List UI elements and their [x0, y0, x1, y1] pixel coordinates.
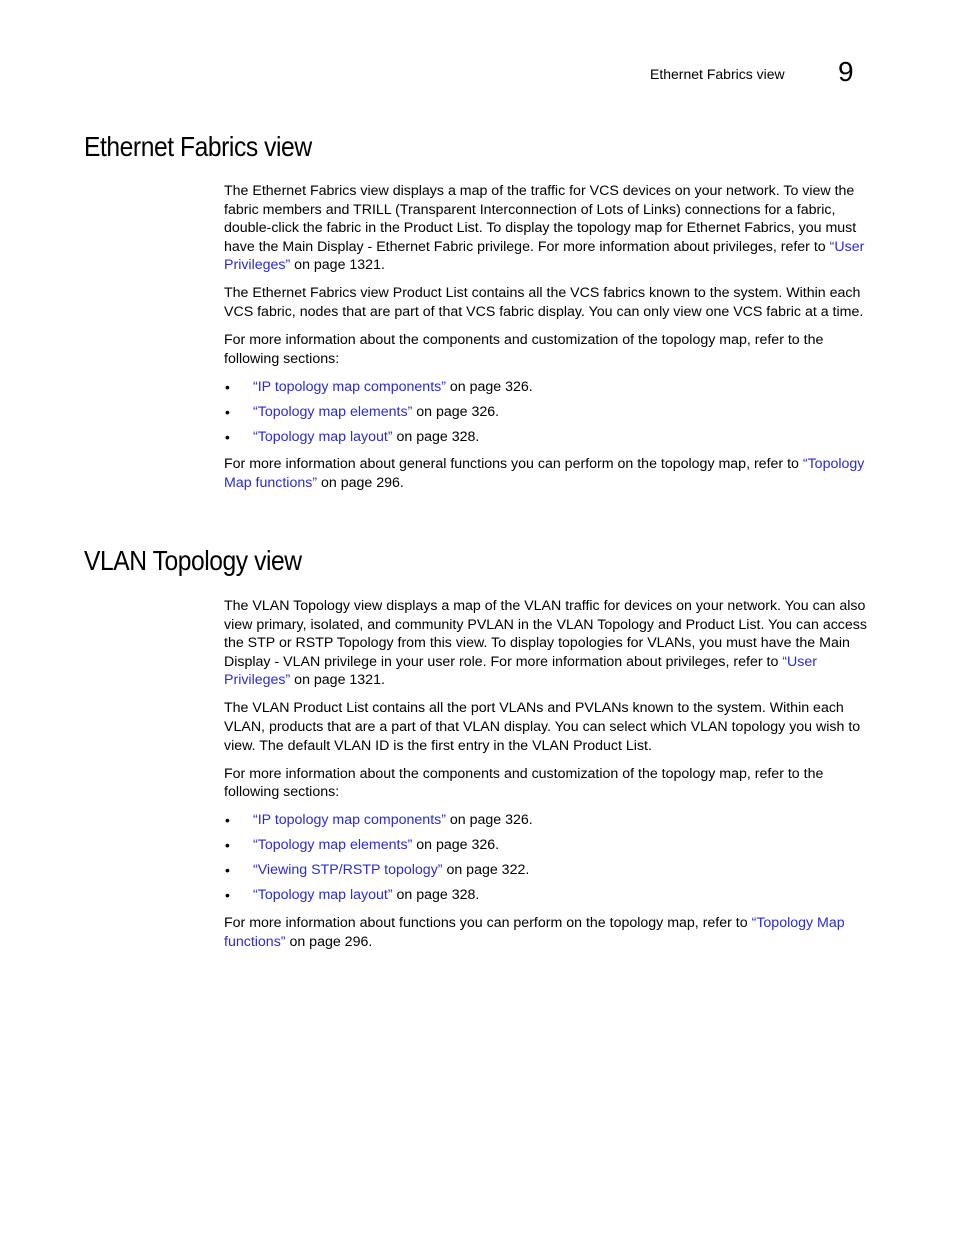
page-reference: on page 326.: [445, 812, 533, 829]
section-heading-ethernet-fabrics: Ethernet Fabrics view: [84, 131, 312, 162]
list-item: [224, 811, 869, 830]
section-body-vlan-topology: [224, 597, 869, 961]
link-topology-map-layout[interactable]: “Topology map layout”: [253, 428, 393, 445]
link-topology-map-elements[interactable]: “Topology map elements”: [253, 403, 413, 420]
bullet-list: [224, 811, 869, 905]
paragraph: [224, 914, 869, 951]
running-header: [0, 56, 954, 92]
paragraph-text: For more information about functions you can perform on the topology map, refer to: [224, 914, 748, 931]
page-reference: on page 326.: [412, 837, 500, 854]
paragraph: For more information about the components and customization of the topology map, refer to the following sections:: [224, 765, 824, 801]
link-topology-map-functions[interactable]: “Topology Map functions”: [224, 456, 865, 491]
link-viewing-stp-rstp-topology[interactable]: “Viewing STP/RSTP topology”: [253, 862, 443, 879]
paragraph-text: The Ethernet Fabrics view displays a map of the traffic for VCS devices on your network. To view the fabric members and TRILL (Transparent Interconnection of Lots of Links) connections for a fabric, double-click the fabric in the Product List. To display the topology map for Ethernet Fabrics, you must have the Main Display - Ethernet Fabric privilege. For more information about privileges, refer to: [224, 183, 857, 255]
bullet-icon: •: [225, 378, 230, 395]
paragraph: The Ethernet Fabrics view Product List contains all the VCS fabrics known to the system. Within each VCS fabric, nodes that are part of that VCS fabric display. You can only view one VCS fabric at a time.: [224, 285, 864, 321]
list-item: [224, 378, 869, 397]
page-reference: on page 326.: [412, 403, 500, 420]
paragraph: [224, 182, 869, 275]
page-reference: on page 296.: [285, 933, 373, 950]
section-heading-vlan-topology: VLAN Topology view: [84, 545, 302, 576]
paragraph: For more information about the components and customization of the topology map, refer to the following sections:: [224, 332, 824, 367]
page-reference: on page 322.: [442, 862, 530, 879]
link-user-privileges[interactable]: “User Privileges”: [224, 653, 817, 689]
list-item: [224, 403, 869, 422]
bullet-list: [224, 378, 869, 447]
page-reference: on page 328.: [392, 887, 480, 904]
list-item: [224, 428, 869, 447]
page-reference: on page 296.: [317, 475, 404, 491]
bullet-icon: •: [225, 887, 230, 904]
running-header-title: Ethernet Fabrics view: [650, 66, 785, 82]
link-user-privileges[interactable]: “User Privileges”: [224, 238, 865, 274]
chapter-number: 9: [838, 56, 854, 87]
bullet-icon: •: [225, 428, 230, 445]
link-topology-map-layout[interactable]: “Topology map layout”: [253, 887, 393, 904]
link-ip-topology-map-components[interactable]: “IP topology map components”: [253, 378, 446, 395]
paragraph: The VLAN Product List contains all the port VLANs and PVLANs known to the system. Within each VLAN, products that are a part of that VLAN display. You can select which VLAN topology you wish to view. The default VLAN ID is the first entry in the VLAN Product List.: [224, 700, 861, 754]
paragraph-text: For more information about general functions you can perform on the topology map, refer to: [224, 456, 799, 473]
page-reference: on page 1321.: [290, 672, 385, 689]
page-reference: on page 326.: [445, 378, 533, 395]
bullet-icon: •: [225, 862, 230, 879]
link-topology-map-functions[interactable]: “Topology Map functions”: [224, 914, 845, 950]
section-body-ethernet-fabrics: [224, 182, 869, 502]
page-reference: on page 1321.: [290, 257, 385, 274]
paragraph: [224, 455, 869, 492]
list-item: [224, 886, 869, 905]
bullet-icon: •: [225, 403, 230, 420]
paragraph-text: The VLAN Topology view displays a map of the VLAN traffic for devices on your network. You can also view primary, isolated, and community PVLAN in the VLAN Topology and Product List. You can access the STP or RSTP Topology from this view. To display topologies for VLANs, you must have the Main Display - VLAN privilege in your user role. For more information about privileges, refer to: [224, 598, 867, 670]
bullet-icon: •: [225, 837, 230, 854]
link-topology-map-elements[interactable]: “Topology map elements”: [253, 837, 413, 854]
list-item: [224, 861, 869, 880]
list-item: [224, 836, 869, 855]
page-reference: on page 328.: [392, 428, 480, 445]
bullet-icon: •: [225, 812, 230, 829]
paragraph: [224, 597, 869, 690]
link-ip-topology-map-components[interactable]: “IP topology map components”: [253, 812, 446, 829]
